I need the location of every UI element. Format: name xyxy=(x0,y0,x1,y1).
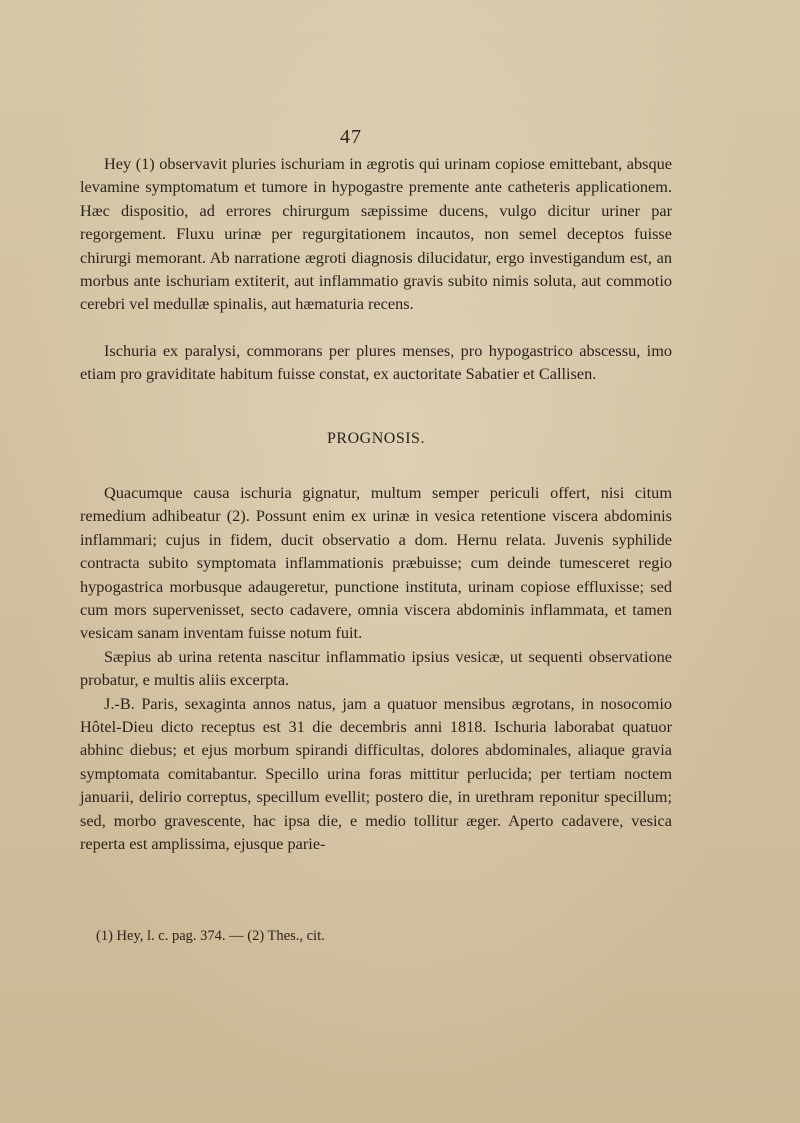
paragraph-block-1 xyxy=(80,152,672,316)
page-number: 47 xyxy=(340,126,362,148)
paragraph-block-2 xyxy=(80,339,672,386)
paragraph-block-3 xyxy=(80,481,672,856)
paragraph-4: Sæpius ab urina retenta nascitur inflammatio ipsius vesicæ, ut sequenti observatione probatur, e multis aliis excerpta. xyxy=(80,646,672,690)
section-heading: PROGNOSIS. xyxy=(327,430,425,447)
paragraph-5: J.-B. Paris, sexaginta annos natus, jam a quatuor mensibus ægrotans, in nosocomio Hôtel-Dieu dicto receptus est 31 die decembris anni 1818. Ischuria laborabat quatuor abhinc diebus; et ejus morbum spirandi difficultas, dolores abdominales, aliaque gravia symptomata comitabantur. Specillo urina foras mittitur perlucida; per tertiam noctem januarii, delirio correptus, specillum evellit; postero die, in urethram reponitur specillum; sed, morbo gravescente, hac ipsa die, e medio tollitur æger. Aperto cadavere, vesica reperta est amplissima, ejusque parie- xyxy=(80,693,672,854)
footnote: (1) Hey, l. c. pag. 374. — (2) Thes., cit. xyxy=(96,928,325,944)
paragraph-1: Hey (1) observavit pluries ischuriam in ægrotis qui urinam copiose emittebant, absque levamine symptomatum et tumore in hypogastre premente ante catheteris applicationem. Hæc dispositio, ad errores chirurgum sæpissime ducens, vulgo dicitur uriner par regorgement. Fluxu urinæ per regurgitationem incautos, non semel deceptos fuisse chirurgi memorant. Ab narratione ægroti diagnosis dilucidatur, ergo investigandum est, an morbus ante ischuriam extiterit, aut inflammatio gravis subito nimis soluta, aut commotio cerebri vel medullæ spinalis, aut hæmaturia recens. xyxy=(80,154,672,314)
paragraph-2: Ischuria ex paralysi, commorans per plures menses, pro hypogastrico abscessu, imo etiam pro graviditate habitum fuisse constat, ex auctoritate Sabatier et Callisen. xyxy=(80,341,672,384)
paragraph-3: Quacumque causa ischuria gignatur, multum semper periculi offert, nisi citum remedium adhibeatur (2). Possunt enim ex urinæ in vesica retentione viscera abdominis inflammari; cujus in fidem, ducit observatio a dom. Hernu relata. Juvenis syphilide contracta subito symptomata inflammationis præbuisse; cum deinde tumesceret regio hypogastrica morbusque adaugeretur, punctione instituta, urinam copiose effluxisse; sed cum mors supervenisset, secto cadavere, omnia viscera abdominis inflammata, et tamen vesicam sanam inventam fuisse notum fuit. xyxy=(80,483,672,643)
